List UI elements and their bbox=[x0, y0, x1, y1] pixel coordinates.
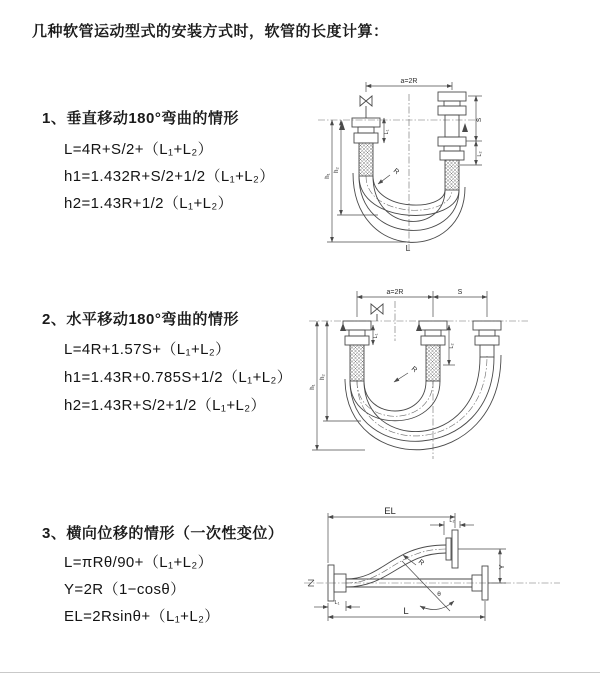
valve-icon bbox=[371, 304, 383, 321]
section3-heading: 3、横向位移的情形（一次性变位） bbox=[42, 525, 284, 542]
page-bottom-edge bbox=[0, 672, 600, 673]
radius-label: R bbox=[409, 365, 419, 375]
middle-fitting bbox=[419, 321, 447, 381]
section1-formula-h1: h1=1.432R+S/2+1/2（L₁+L₂） bbox=[64, 168, 275, 185]
dim-label-l1: L₁ bbox=[384, 129, 390, 135]
dim-label-h1: h₁ bbox=[325, 173, 331, 179]
dim-label-l1: L₁ bbox=[334, 600, 340, 606]
left-fitting bbox=[343, 321, 371, 381]
diagram-horizontal-180 bbox=[303, 281, 553, 471]
section1-heading: 1、垂直移动180°弯曲的情形 bbox=[42, 110, 239, 127]
dim-label-el: EL bbox=[384, 506, 396, 517]
radius-label: R bbox=[391, 167, 401, 177]
section2-formula-h2: h2=1.43R+S/2+1/2（L₁+L₂） bbox=[64, 397, 266, 414]
angle-label: θ bbox=[437, 591, 441, 598]
right-fitting-moved bbox=[473, 321, 501, 357]
section1-formula-l: L=4R+S/2+（L₁+L₂） bbox=[64, 141, 214, 158]
section1-formula-h2: h2=1.43R+1/2（L₁+L₂） bbox=[64, 195, 234, 212]
dim-label-l: L bbox=[403, 606, 409, 617]
diagram-vertical-180-svg bbox=[308, 72, 598, 254]
top-right-fitting-moved bbox=[446, 530, 458, 568]
dim-label-y: Y bbox=[497, 564, 506, 570]
dim-label-h2: h₂ bbox=[320, 374, 326, 380]
section2-formula-h1: h1=1.43R+0.785S+1/2（L₁+L₂） bbox=[64, 369, 293, 386]
dimension-lines bbox=[312, 291, 487, 450]
hose-s-curve bbox=[346, 545, 446, 587]
dim-label-a2r: a=2R bbox=[386, 289, 404, 296]
diagram-lateral-svg bbox=[298, 503, 568, 641]
diagram-lateral-displacement bbox=[298, 503, 568, 646]
section3-formula-el: EL=2Rsinθ+（L₁+L₂） bbox=[64, 608, 220, 625]
radius-label: R bbox=[416, 558, 426, 568]
dim-label-s: S bbox=[476, 117, 483, 123]
dim-label-l2: L₂ bbox=[477, 151, 483, 157]
dim-label-l2: L₂ bbox=[449, 518, 455, 524]
dim-label-l: L bbox=[405, 243, 411, 253]
section2-heading: 2、水平移动180°弯曲的情形 bbox=[42, 311, 239, 328]
section3-formula-l: L=πRθ/90+（L₁+L₂） bbox=[64, 554, 213, 571]
section2-formula-l: L=4R+1.57S+（L₁+L₂） bbox=[64, 341, 231, 358]
valve-icon bbox=[360, 96, 372, 118]
dim-label-s: S bbox=[457, 289, 463, 296]
dim-label-l2: L₂ bbox=[449, 343, 455, 349]
diagram-vertical-180 bbox=[308, 72, 598, 259]
dim-label-l1: L₁ bbox=[373, 333, 379, 339]
section3-formula-y: Y=2R（1−cosθ） bbox=[64, 581, 186, 598]
right-fitting bbox=[438, 92, 466, 190]
dim-label-h2: h₂ bbox=[334, 167, 340, 173]
dimension-lines bbox=[314, 513, 506, 621]
page-title: 几种软管运动型式的安装方式时，软管的长度计算： bbox=[32, 23, 389, 40]
left-fitting bbox=[352, 118, 380, 176]
dim-label-a2r: a=2R bbox=[400, 78, 418, 85]
diagram-horizontal-180-svg bbox=[303, 281, 553, 466]
dim-label-h1: h₁ bbox=[310, 384, 316, 390]
angle-construction bbox=[402, 558, 454, 611]
